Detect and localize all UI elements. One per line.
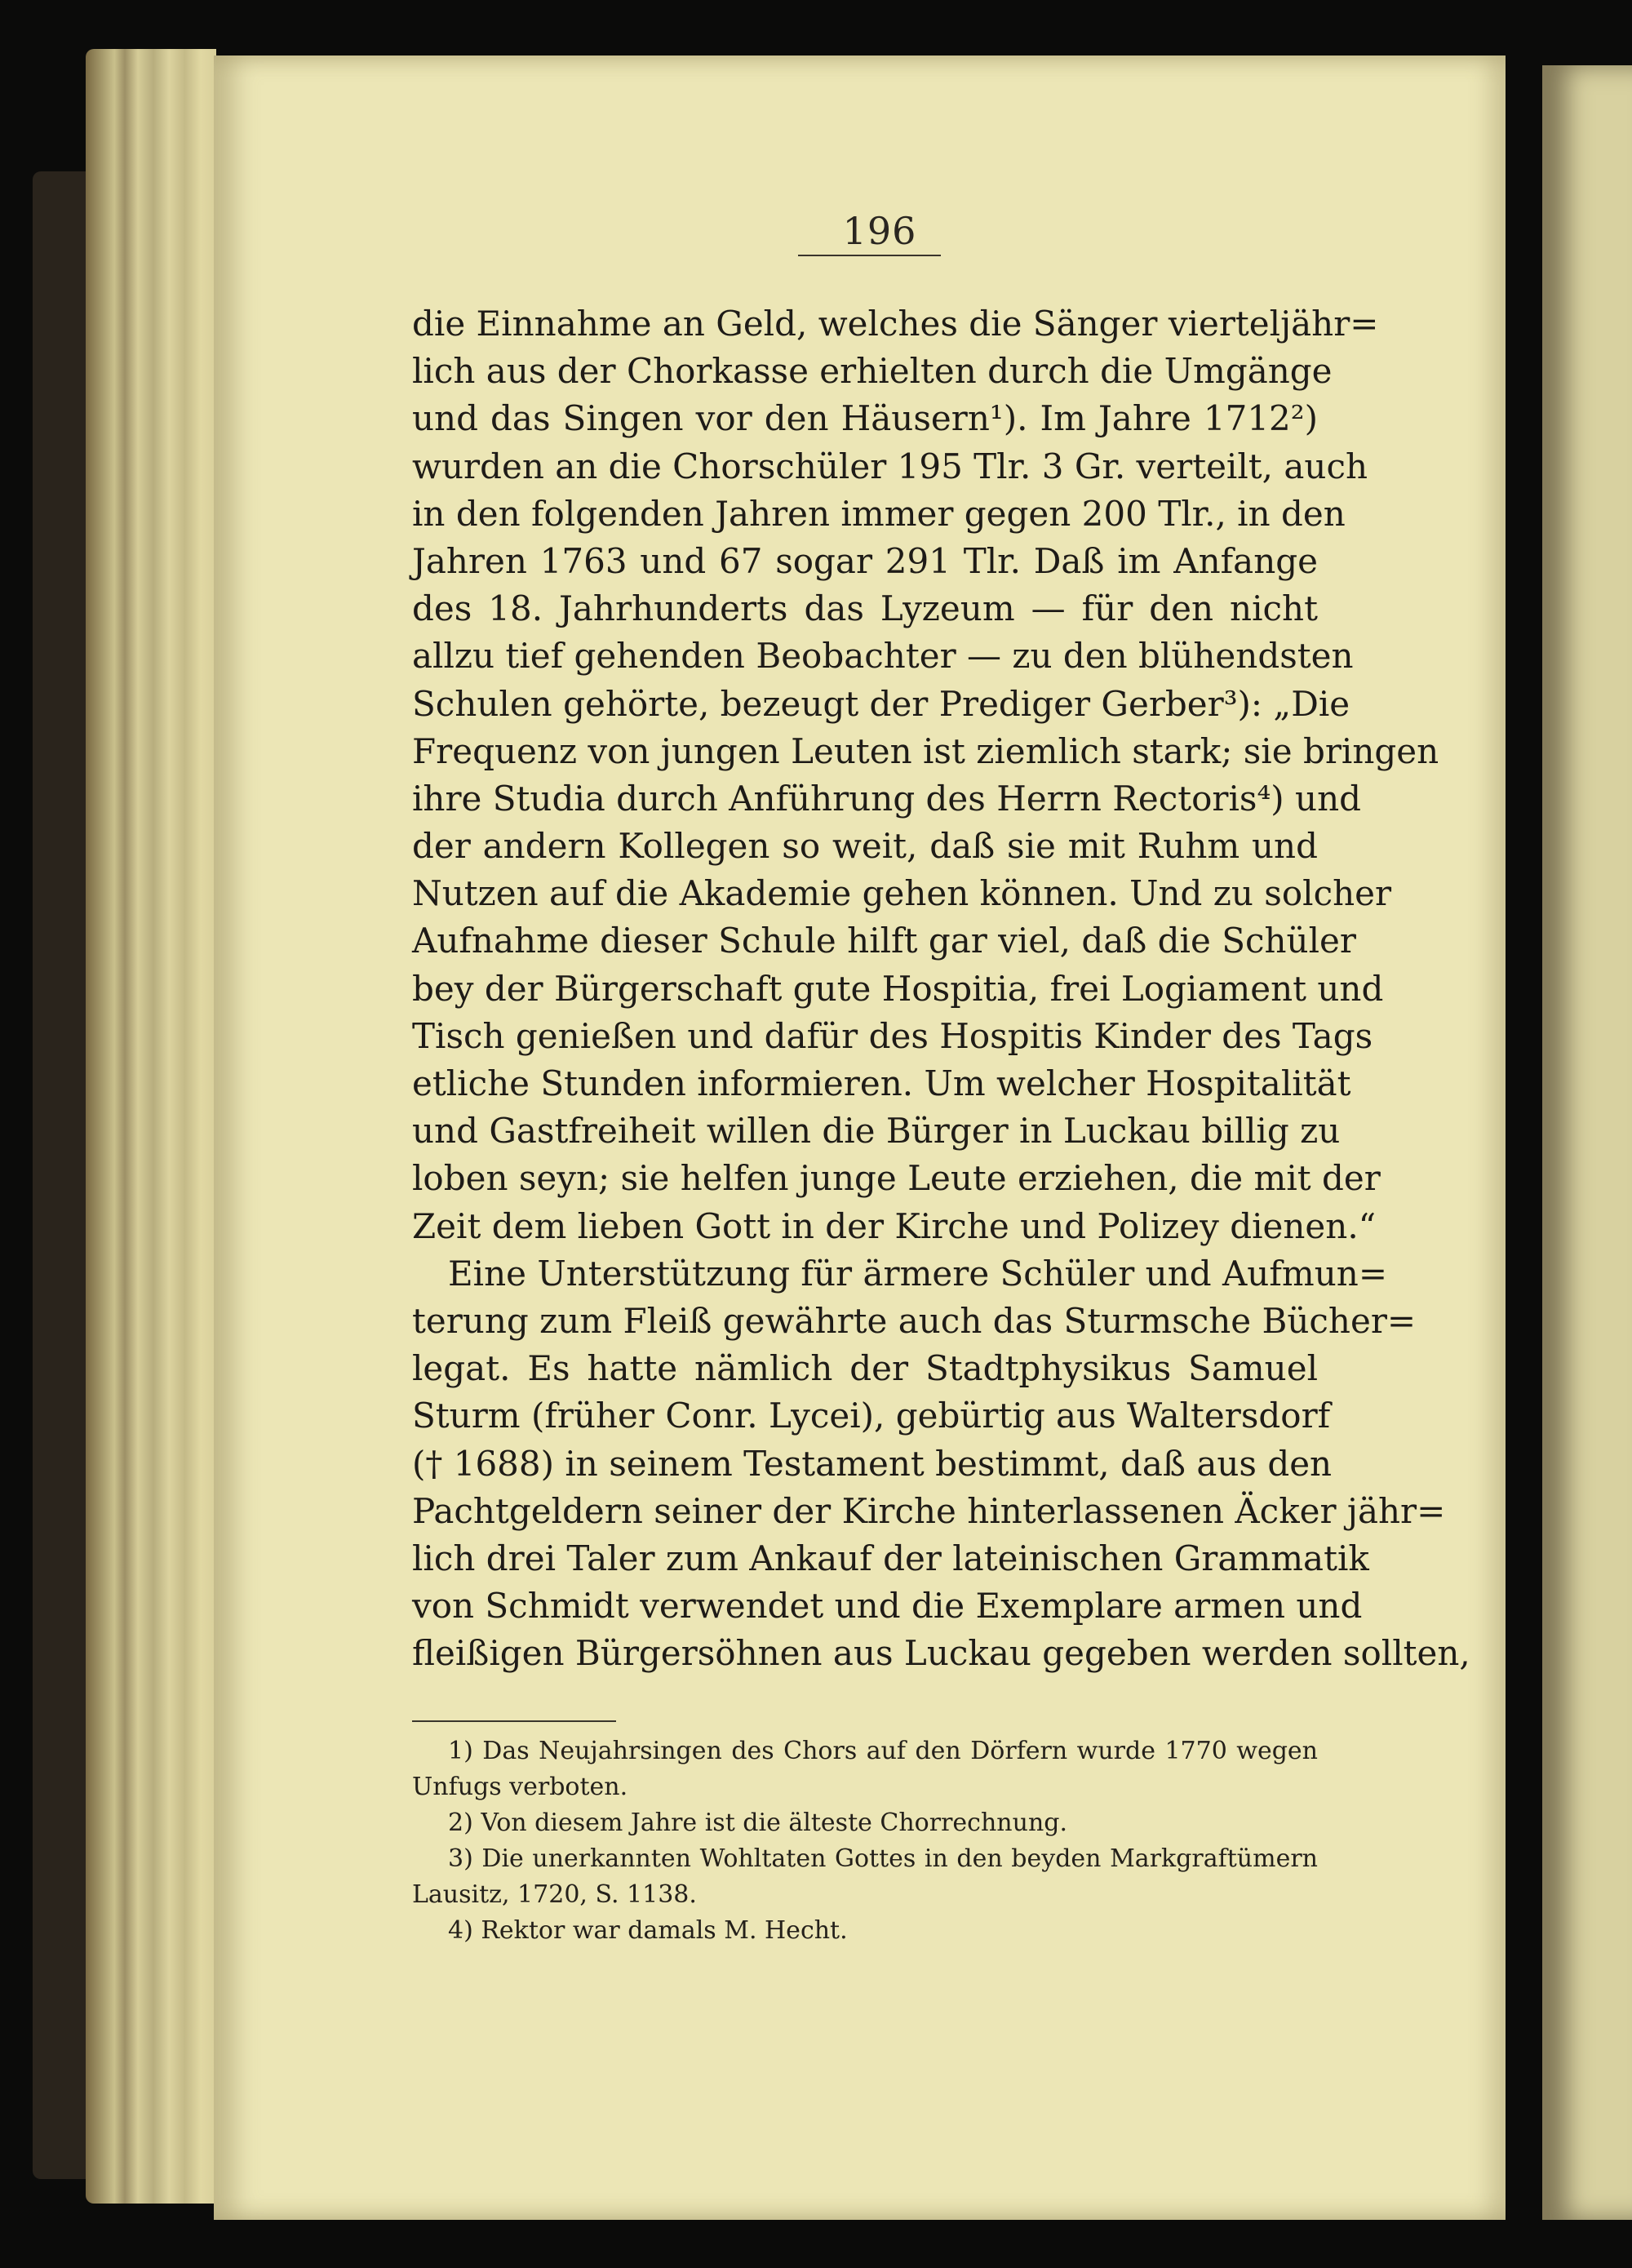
body-text	[412, 300, 1470, 1677]
text-line: in den folgenden Jahren immer gegen 200 Tlr., in den	[412, 493, 1346, 534]
text-line: der andern Kollegen so weit, daß sie mit Ruhm und	[412, 826, 1318, 867]
text-line: ihre Studia durch Anführung des Herrn Rectoris⁴) und	[412, 778, 1362, 819]
page-number: 196	[842, 209, 917, 253]
text-line: und Gastfreiheit willen die Bürger in Luckau billig zu	[412, 1111, 1341, 1152]
text-line: bey der Bürgerschaft gute Hospitia, frei Logiament und	[412, 968, 1384, 1009]
text-line: Nutzen auf die Akademie gehen können. Und zu solcher	[412, 873, 1392, 914]
text-line: lich aus der Chorkasse erhielten durch die Umgänge	[412, 351, 1333, 392]
text-line: Zeit dem lieben Gott in der Kirche und Polizey dienen.“	[412, 1205, 1377, 1246]
text-line: Tisch genießen und dafür des Hospitis Kinder des Tags	[412, 1015, 1373, 1056]
footnote-line: Lausitz, 1720, S. 1138.	[412, 1880, 697, 1909]
text-line: Schulen gehörte, bezeugt der Prediger Gerber³): „Die	[412, 683, 1350, 724]
text-line: († 1688) in seinem Testament bestimmt, daß aus den	[412, 1443, 1333, 1484]
text-line: lich drei Taler zum Ankauf der lateinischen Grammatik	[412, 1538, 1369, 1578]
header-rule	[798, 255, 941, 256]
footnote-rule	[412, 1720, 616, 1722]
footnote-line: 1) Das Neujahrsingen des Chors auf den Dörfern wurde 1770 wegen	[448, 1737, 1318, 1765]
text-line: Frequenz von jungen Leuten ist ziemlich stark; sie bringen	[412, 730, 1439, 771]
text-line: Jahren 1763 und 67 sogar 291 Tlr. Daß im Anfange	[412, 540, 1318, 581]
footnote-4	[412, 1913, 1318, 1949]
text-line: Aufnahme dieser Schule hilft gar viel, daß die Schüler	[412, 921, 1356, 961]
footnote-2	[412, 1805, 1318, 1841]
text-line: fleißigen Bürgersöhnen aus Luckau gegeben werden sollten,	[412, 1633, 1470, 1674]
facing-page	[1542, 65, 1632, 2220]
footnote-3	[412, 1841, 1318, 1913]
paragraph-2	[412, 1250, 1470, 1678]
text-line: etliche Stunden informieren. Um welcher Hospitalität	[412, 1063, 1351, 1103]
text-line: loben seyn; sie helfen junge Leute erziehen, die mit der	[412, 1158, 1381, 1199]
text-line: und das Singen vor den Häusern¹). Im Jahre 1712²)	[412, 398, 1318, 439]
footnotes	[412, 1733, 1318, 1949]
page-edges	[86, 49, 216, 2204]
text-line: allzu tief gehenden Beobachter — zu den blühendsten	[412, 636, 1354, 677]
text-line: terung zum Fleiß gewährte auch das Sturmsche Bücher=	[412, 1300, 1417, 1341]
footnote-line: Unfugs verboten.	[412, 1773, 628, 1801]
footnote-line: 4) Rektor war damals M. Hecht.	[448, 1916, 848, 1945]
footnote-line: 3) Die unerkannten Wohltaten Gottes in den beyden Markgraftümern	[448, 1844, 1318, 1873]
text-line: Pachtgeldern seiner der Kirche hinterlassenen Äcker jähr=	[412, 1490, 1446, 1531]
footnote-line: 2) Von diesem Jahre ist die älteste Chorrechnung.	[448, 1809, 1068, 1837]
text-line: des 18. Jahrhunderts das Lyzeum — für den nicht	[412, 588, 1318, 629]
paragraph-1	[412, 300, 1439, 1250]
text-line: von Schmidt verwendet und die Exemplare armen und	[412, 1586, 1363, 1627]
text-line: Sturm (früher Conr. Lycei), gebürtig aus Waltersdorf	[412, 1396, 1331, 1436]
text-line: Eine Unterstützung für ärmere Schüler und Aufmun=	[448, 1253, 1388, 1294]
text-line: die Einnahme an Geld, welches die Sänger vierteljähr=	[412, 304, 1379, 344]
text-line: wurden an die Chorschüler 195 Tlr. 3 Gr. verteilt, auch	[412, 446, 1368, 486]
text-line: legat. Es hatte nämlich der Stadtphysikus Samuel	[412, 1348, 1318, 1389]
footnote-1	[412, 1733, 1318, 1805]
